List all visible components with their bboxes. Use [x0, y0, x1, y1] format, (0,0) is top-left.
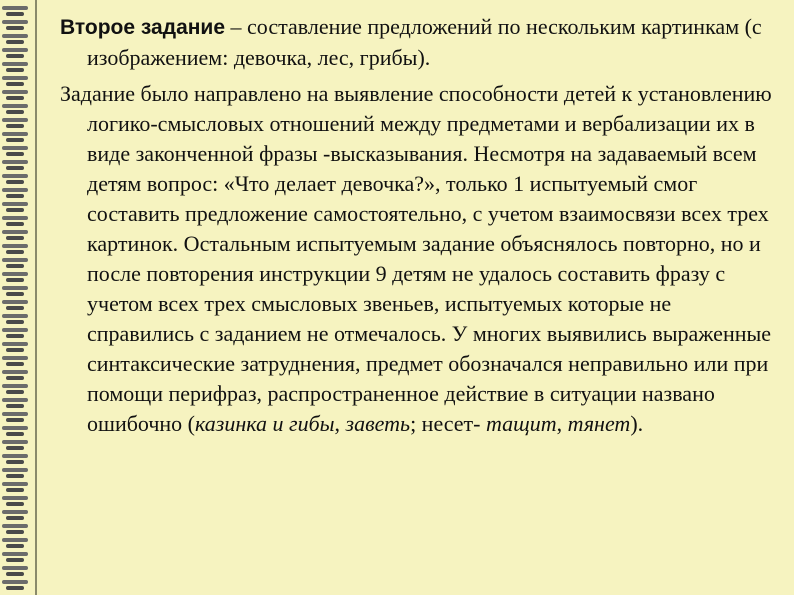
- sep-1: ,: [334, 411, 346, 436]
- example-3: тащит: [486, 411, 557, 436]
- binding-ring: [2, 118, 30, 131]
- example-1: казинка и гибы: [195, 411, 335, 436]
- binding-ring: [2, 6, 30, 19]
- binding-ring: [2, 62, 30, 75]
- binding-ring: [2, 90, 30, 103]
- binding-ring: [2, 552, 30, 565]
- binding-ring: [2, 440, 30, 453]
- binding-ring: [2, 258, 30, 271]
- binding-ring: [2, 412, 30, 425]
- binding-ring: [2, 580, 30, 593]
- binding-ring: [2, 510, 30, 523]
- binding-ring: [2, 160, 30, 173]
- binding-ring: [2, 426, 30, 439]
- binding-ring: [2, 370, 30, 383]
- binding-ring: [2, 146, 30, 159]
- heading-bold: Второе задание: [60, 16, 226, 39]
- sep-2: ; несет-: [410, 411, 486, 436]
- binding-ring: [2, 34, 30, 47]
- notebook-binding: [0, 0, 46, 595]
- binding-ring: [2, 538, 30, 551]
- tail: ).: [630, 411, 644, 436]
- binding-ring: [2, 286, 30, 299]
- binding-ring: [2, 496, 30, 509]
- binding-ring: [2, 524, 30, 537]
- binding-ring: [2, 48, 30, 61]
- heading-rest: – составление предложений по нескольким картинкам (с изображением: девочка, лес, грибы).: [87, 14, 762, 70]
- binding-ring: [2, 482, 30, 495]
- binding-ring: [2, 20, 30, 33]
- heading-paragraph: [60, 12, 780, 73]
- binding-ring: [2, 244, 30, 257]
- binding-ring: [2, 454, 30, 467]
- binding-ring: [2, 104, 30, 117]
- binding-ring: [2, 342, 30, 355]
- binding-ring: [2, 272, 30, 285]
- body-text: Задание было направлено на выявление способности детей к установлению логико-смысловых отношений между предметами и вербализации их в виде законченной фразы -высказывания. Несмотря на задаваемый всем детям вопрос: «Что делает девочка?», только 1 испытуемый смог составить предложение самостоятельно, с учетом взаимосвязи всех трех картинок. Остальным испытуемым задание объяснялось повторно, но и после повторения инструкции 9 детям не удалось составить фразу с учетом всех трех смысловых звеньев, испытуемых которые не справились с заданием не отмечалось. У многих выявились выраженные синтаксические затруднения, предмет обозначался неправильно или при помощи перифраз, распространенное действие в ситуации названо ошибочно (: [60, 81, 772, 436]
- binding-ring: [2, 216, 30, 229]
- binding-ring: [2, 230, 30, 243]
- binding-ring: [2, 300, 30, 313]
- binding-ring: [2, 356, 30, 369]
- example-2: заветь: [345, 411, 411, 436]
- binding-margin-line: [35, 0, 37, 595]
- binding-ring: [2, 174, 30, 187]
- binding-ring: [2, 202, 30, 215]
- binding-ring: [2, 566, 30, 579]
- binding-ring: [2, 398, 30, 411]
- binding-ring: [2, 384, 30, 397]
- binding-ring: [2, 468, 30, 481]
- binding-ring: [2, 328, 30, 341]
- binding-ring: [2, 76, 30, 89]
- body-paragraph: [60, 79, 780, 439]
- example-4: тянет: [567, 411, 631, 436]
- sep-3: ,: [556, 411, 568, 436]
- binding-ring: [2, 188, 30, 201]
- binding-ring: [2, 314, 30, 327]
- slide-content: [60, 12, 780, 445]
- binding-ring: [2, 132, 30, 145]
